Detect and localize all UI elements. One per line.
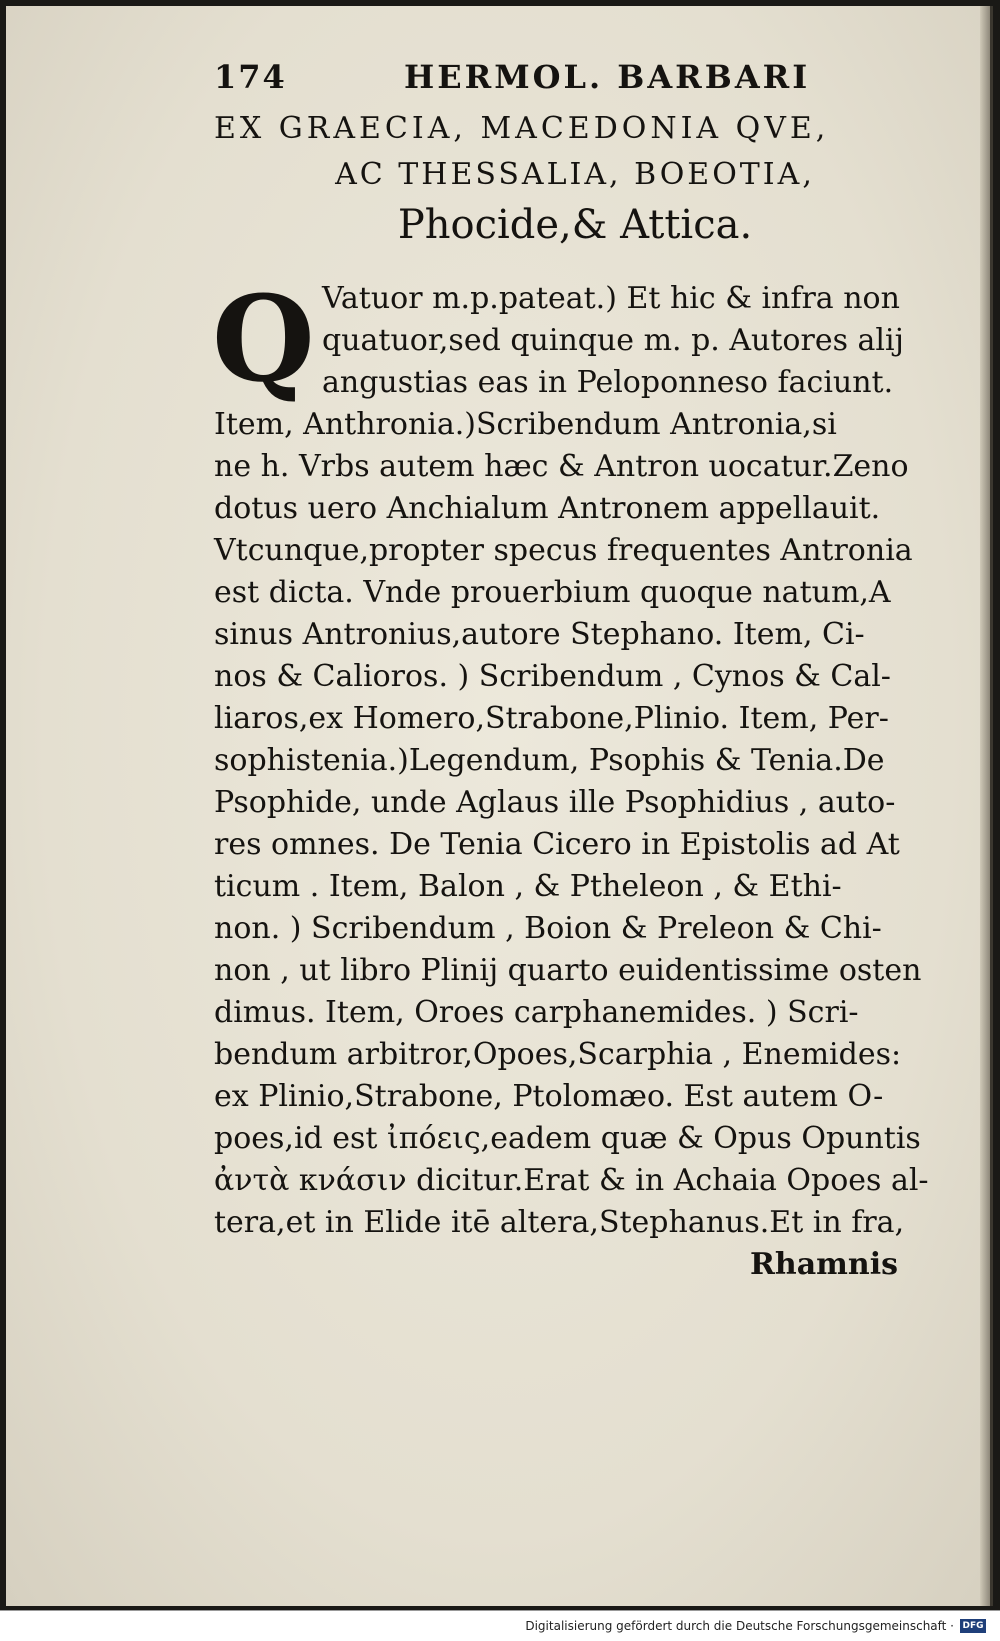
text-line: ἀντὰ κνάσιν dicitur.Erat & in Achaia Opoes al-	[214, 1163, 929, 1198]
text-line: nos & Calioros. ) Scribendum , Cynos & Cal-	[214, 659, 891, 694]
drop-cap-initial: Q	[212, 269, 315, 408]
text-line: Vtcunque,propter specus frequentes Antronia	[214, 533, 913, 568]
text-line: est dicta. Vnde prouerbium quoque natum,A	[214, 575, 891, 610]
page-number: 174	[214, 58, 287, 96]
text-line: non , ut libro Plinij quarto euidentissime osten	[214, 953, 922, 988]
text-line: ex Plinio,Strabone, Ptolomæo. Est autem O-	[214, 1079, 884, 1114]
text-line: ne h. Vrbs autem hæc & Antron uocatur.Zeno	[214, 449, 909, 484]
catchword: Rhamnis	[749, 1247, 898, 1282]
section-heading-line-3: Phocide,& Attica.	[397, 202, 753, 248]
text-line: Item, Anthronia.)Scribendum Antronia,si	[214, 407, 837, 442]
text-line: tera,et in Elide itē altera,Stephanus.Et in fra,	[214, 1205, 905, 1240]
text-line: Psophide, unde Aglaus ille Psophidius , auto-	[214, 785, 896, 820]
text-line: res omnes. De Tenia Cicero in Epistolis ad At	[214, 827, 900, 862]
text-line: sinus Antronius,autore Stephano. Item, Ci-	[214, 617, 865, 652]
text-line: ticum . Item, Balon , & Ptheleon , & Ethi-	[214, 869, 842, 904]
page-edge-shadow	[980, 6, 990, 1606]
running-title: HERMOL. BARBARI	[404, 58, 811, 96]
digitization-footer	[0, 1610, 1000, 1641]
section-heading-line-1: EX GRAECIA, MACEDONIA QVE,	[214, 111, 830, 146]
funding-credit: Digitalisierung gefördert durch die Deutsche Forschungsgemeinschaft ·	[525, 1619, 954, 1633]
text-line: bendum arbitror,Opoes,Scarphia , Enemides:	[214, 1037, 902, 1072]
text-line: non. ) Scribendum , Boion & Preleon & Chi-	[214, 911, 882, 946]
text-line: poes,id est ἰπόεις,eadem quæ & Opus Opuntis	[214, 1121, 921, 1156]
text-line: Vatuor m.p.pateat.) Et hic & infra non	[322, 281, 900, 316]
text-line: dotus uero Anchialum Antronem appellauit.	[214, 491, 881, 526]
text-line: liaros,ex Homero,Strabone,Plinio. Item, Per-	[214, 701, 889, 736]
dfg-logo-icon: DFG	[960, 1619, 986, 1633]
text-line: sophistenia.)Legendum, Psophis & Tenia.De	[214, 743, 885, 778]
book-page	[6, 6, 993, 1606]
text-line: quatuor,sed quinque m. p. Autores alij	[322, 323, 904, 358]
text-block	[214, 58, 936, 1286]
body-text	[212, 269, 936, 1286]
section-heading-line-2: AC THESSALIA, BOEOTIA,	[335, 157, 815, 192]
running-head	[214, 58, 936, 106]
text-line: angustias eas in Peloponneso faciunt.	[322, 365, 894, 400]
text-line: dimus. Item, Oroes carphanemides. ) Scri-	[214, 995, 859, 1030]
